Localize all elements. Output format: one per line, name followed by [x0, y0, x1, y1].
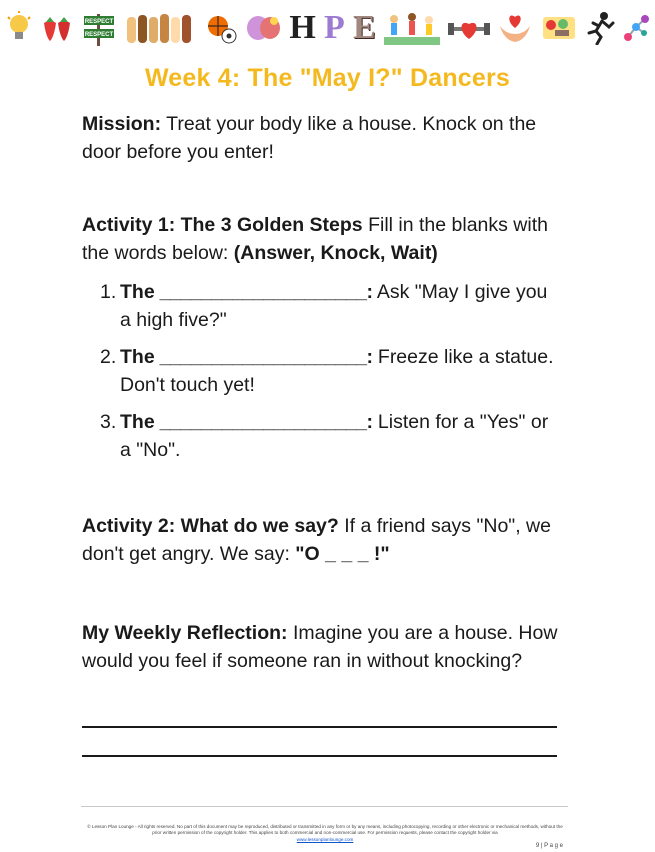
banner-letter-e: E	[352, 9, 376, 46]
activity1-word-bank: (Answer, Knock, Wait)	[233, 242, 438, 264]
sign-top-label: RESPECT	[85, 19, 114, 25]
molecule-icon	[623, 8, 649, 48]
website-link[interactable]: www.lessonplanlounge.com	[296, 836, 354, 842]
page-title: Week 4: The "May I?" Dancers	[144, 64, 511, 92]
list-item	[100, 408, 560, 464]
reflection-text: Imagine you are a house. How would you feel if someone ran in without knocking?	[82, 622, 558, 672]
decorative-banner	[6, 8, 649, 48]
list-item-lead: The	[120, 281, 155, 303]
letter-e-icon	[353, 8, 376, 48]
strawberries-icon	[40, 8, 74, 48]
list-item-text: Freeze like a statue. Don't touch yet!	[120, 346, 554, 396]
copyright-text: © Lesson Plan Lounge - All rights reserved. No part of this document may be reproduced, distributed or transmitted in any form or by any means, including photocopying, recording or other electronic or mechanical methods, without the prior written permission of the copyright holder. This applies to both commercial and non-commercial use. For permission requests, please contact the copyright holder via	[87, 824, 563, 836]
mission-label: Mission:	[82, 113, 162, 135]
activity1-text: Fill in the blanks with the words below:	[82, 214, 548, 264]
letter-h-icon	[289, 8, 315, 48]
list-item-lead: The	[120, 411, 155, 433]
healthy-food-icon	[541, 8, 577, 48]
sign-bottom-label: RESPECT	[85, 32, 114, 38]
reflection-answer-line[interactable]	[82, 755, 557, 757]
activity2-paragraph	[82, 512, 572, 568]
list-item-number: 1.	[100, 281, 117, 303]
reflection-label: My Weekly Reflection:	[82, 622, 288, 644]
list-item-text: Ask "May I give you a high five?"	[120, 281, 548, 331]
dumbbell-heart-icon	[448, 8, 490, 48]
runner-icon	[585, 8, 615, 48]
list-item-text: Listen for a "Yes" or a "No".	[120, 411, 549, 461]
activity1-label: Activity 1: The 3 Golden Steps	[82, 214, 363, 236]
fill-in-blank[interactable]: ____________________:	[154, 346, 373, 368]
list-item-lead: The	[120, 346, 155, 368]
lightbulb-icon	[6, 8, 32, 48]
mission-paragraph	[82, 110, 572, 166]
activity2-text: If a friend says "No", we don't get angry. We say:	[82, 515, 551, 565]
children-playing-icon	[384, 8, 440, 48]
brain-icon	[245, 8, 281, 48]
list-item	[100, 343, 560, 399]
list-item	[100, 278, 560, 334]
caring-hands-heart-icon	[498, 8, 532, 48]
activity2-answer-blank[interactable]: "O _ _ _ !"	[295, 543, 390, 565]
fill-in-blank[interactable]: ____________________:	[154, 411, 373, 433]
footer-divider	[81, 806, 568, 807]
list-item-number: 3.	[100, 411, 117, 433]
activity2-label: Activity 2: What do we say?	[82, 515, 339, 537]
reflection-answer-line[interactable]	[82, 726, 557, 728]
golden-steps-list	[100, 278, 560, 473]
banner-letter-p: P	[323, 9, 345, 46]
mission-text: Treat your body like a house. Knock on the door before you enter!	[82, 113, 537, 163]
letter-p-icon	[324, 8, 345, 48]
activity1-paragraph	[82, 211, 572, 267]
reflection-paragraph	[82, 619, 572, 675]
list-item-number: 2.	[100, 346, 117, 368]
banner-letter-h: H	[289, 9, 316, 46]
page-number: 9 | P a g e	[535, 843, 563, 849]
sports-balls-icon	[207, 8, 237, 48]
copyright-notice	[86, 824, 564, 843]
raised-hands-icon	[125, 8, 199, 48]
respect-signpost-icon	[82, 8, 116, 48]
fill-in-blank[interactable]: ____________________:	[154, 281, 373, 303]
